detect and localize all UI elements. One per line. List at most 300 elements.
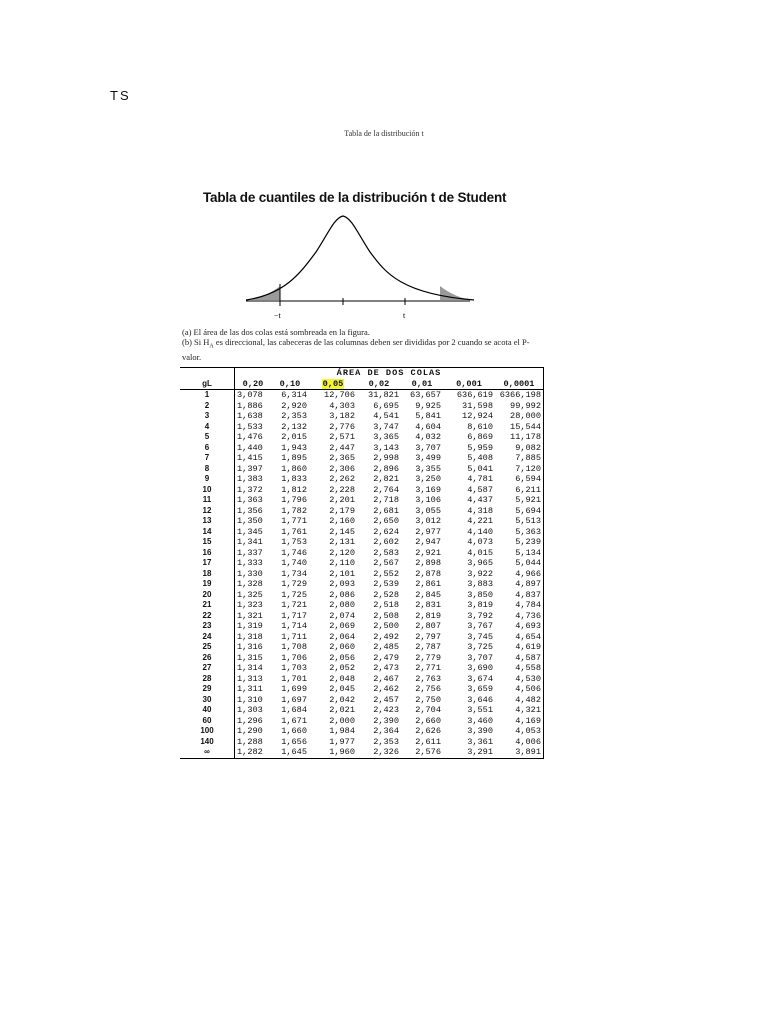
degrees-of-freedom: 25 — [180, 642, 235, 653]
quantile-cell: 5,041 — [467, 463, 493, 474]
quantile-cell: 3,891 — [495, 747, 544, 758]
quantile-cell: 2,776 — [329, 421, 355, 432]
degrees-of-freedom: 100 — [180, 726, 235, 737]
table-row — [180, 474, 544, 485]
quantile-cell: 1,943 — [281, 442, 307, 453]
quantile-cell: 3,143 — [373, 442, 399, 453]
page-title: Tabla de cuantiles de la distribución t de Student — [203, 190, 507, 205]
degrees-of-freedom: 14 — [180, 527, 235, 538]
quantile-cell: 4,437 — [467, 495, 493, 505]
table-row — [180, 695, 544, 706]
quantile-cell: 2,528 — [373, 589, 399, 600]
quantile-cell: 1,886 — [237, 400, 263, 411]
quantile-cell: 2,473 — [373, 663, 399, 673]
quantile-cell: 1,321 — [237, 610, 263, 621]
notes — [182, 327, 542, 362]
degrees-of-freedom: 8 — [180, 464, 235, 475]
quantile-cell: 2,583 — [373, 547, 399, 558]
quantile-cell: 1,753 — [281, 537, 307, 547]
table-row — [180, 453, 544, 464]
quantile-cell: 3,792 — [467, 610, 493, 621]
quantile-cell: 2,797 — [415, 631, 441, 642]
quantile-cell: 5,408 — [467, 453, 493, 463]
quantile-cell: 12,924 — [462, 411, 493, 421]
quantile-cell: 2,042 — [329, 694, 355, 705]
quantile-cell: 2,998 — [373, 453, 399, 463]
quantile-cell: 1,708 — [281, 642, 307, 652]
quantile-cell: 2,201 — [329, 495, 355, 505]
quantile-cell: 2,779 — [415, 652, 441, 663]
quantile-cell: 4,558 — [495, 663, 544, 674]
quantile-cell: 2,228 — [329, 484, 355, 495]
quantile-cell: 6366,198 — [495, 390, 544, 401]
quantile-cell: 1,315 — [237, 652, 263, 663]
table-row — [180, 495, 544, 506]
quantile-cell: 2,467 — [373, 673, 399, 684]
quantile-cell: 5,921 — [495, 495, 544, 506]
quantile-cell: 1,833 — [281, 474, 307, 484]
quantile-cell: 1,415 — [237, 453, 263, 463]
quantile-cell: 2,756 — [415, 684, 441, 694]
table-row — [180, 443, 544, 454]
quantile-cell: 2,896 — [373, 463, 399, 474]
degrees-of-freedom: 1 — [180, 390, 235, 401]
quantile-cell: 2,771 — [415, 663, 441, 673]
quantile-cell: 1,533 — [237, 421, 263, 432]
table-row — [180, 527, 544, 538]
degrees-of-freedom: 29 — [180, 684, 235, 695]
column-header-4: 0,01 — [401, 379, 443, 390]
quantile-cell: 3,012 — [415, 516, 441, 526]
highlighted-alpha: 0,05 — [322, 378, 344, 389]
quantile-cell: 3,659 — [467, 684, 493, 694]
quantile-cell: 2,650 — [373, 516, 399, 526]
quantile-cell: 636,619 — [456, 390, 493, 400]
quantile-cell: 1,310 — [237, 694, 263, 705]
quantile-cell: 2,179 — [329, 505, 355, 516]
quantile-cell: 2,462 — [373, 684, 399, 694]
quantile-cell: 2,819 — [415, 610, 441, 621]
quantile-cell: 3,819 — [467, 600, 493, 610]
table-row — [180, 548, 544, 559]
quantile-cell: 2,080 — [329, 600, 355, 610]
quantile-cell: 31,598 — [462, 400, 493, 411]
quantile-cell: 4,006 — [495, 737, 544, 748]
quantile-cell: 2,000 — [329, 715, 355, 726]
quantile-cell: 2,390 — [373, 715, 399, 726]
quantile-cell: 1,645 — [271, 747, 309, 758]
table-row — [180, 422, 544, 433]
quantile-cell: 3,250 — [415, 474, 441, 484]
quantile-cell: 3,674 — [467, 673, 493, 684]
quantile-cell: 2,764 — [373, 484, 399, 495]
quantile-cell: 8,610 — [467, 421, 493, 432]
quantile-cell: 3,767 — [467, 621, 493, 631]
table-row — [180, 590, 544, 601]
quantile-cell: 1,313 — [237, 673, 263, 684]
table-row — [180, 737, 544, 748]
quantile-cell: 3,291 — [443, 747, 495, 758]
quantile-cell: 3,355 — [415, 463, 441, 474]
quantile-cell: 3,690 — [467, 663, 493, 673]
quantile-cell: 4,736 — [495, 611, 544, 622]
quantile-cell: 3,055 — [415, 505, 441, 516]
quantile-cell: 1,717 — [281, 610, 307, 621]
quantile-cell: 1,977 — [329, 736, 355, 747]
table-column-header-row — [180, 379, 544, 390]
quantile-cell: 4,654 — [495, 632, 544, 643]
quantile-cell: 1,699 — [281, 684, 307, 694]
quantile-cell: 2,160 — [329, 516, 355, 526]
quantile-cell: 2,845 — [415, 589, 441, 600]
degrees-of-freedom: 19 — [180, 579, 235, 590]
table-row — [180, 411, 544, 422]
quantile-cell: 2,831 — [415, 600, 441, 610]
quantile-cell: 4,966 — [495, 569, 544, 580]
degrees-of-freedom: 17 — [180, 558, 235, 569]
quantile-cell: 1,476 — [237, 432, 263, 442]
table-row — [180, 579, 544, 590]
table-row — [180, 716, 544, 727]
column-header-1: 0,10 — [271, 379, 309, 390]
quantile-cell: 1,397 — [237, 463, 263, 474]
quantile-cell: 1,960 — [309, 747, 357, 758]
degrees-of-freedom: 2 — [180, 401, 235, 412]
quantile-cell: 5,959 — [467, 442, 493, 453]
quantile-cell: 1,303 — [237, 705, 263, 715]
quantile-cell: 4,073 — [467, 537, 493, 547]
quantile-cell: 2,571 — [329, 432, 355, 442]
degrees-of-freedom: 6 — [180, 443, 235, 454]
quantile-cell: 1,771 — [281, 516, 307, 526]
quantile-cell: 2,518 — [373, 600, 399, 610]
quantile-cell: 4,604 — [415, 421, 441, 432]
quantile-cell: 2,423 — [373, 705, 399, 715]
quantile-cell: 3,745 — [467, 631, 493, 642]
degrees-of-freedom: 15 — [180, 537, 235, 548]
quantile-cell: 2,920 — [281, 400, 307, 411]
quantile-cell: 1,714 — [281, 621, 307, 631]
degrees-of-freedom: 10 — [180, 485, 235, 496]
quantile-cell: 3,883 — [467, 579, 493, 589]
quantile-cell: 2,821 — [373, 474, 399, 484]
two-tail-area-header: ÁREA DE DOS COLAS — [235, 368, 544, 379]
quantile-cell: 2,508 — [373, 610, 399, 621]
quantile-cell: 1,782 — [281, 505, 307, 516]
table-row — [180, 684, 544, 695]
degrees-of-freedom: 16 — [180, 548, 235, 559]
quantile-cell: 1,746 — [281, 547, 307, 558]
table-row — [180, 621, 544, 632]
column-header-2 — [309, 379, 357, 390]
quantile-cell: 11,178 — [495, 432, 544, 443]
quantile-cell: 4,318 — [467, 505, 493, 516]
quantile-cell: 4,587 — [467, 484, 493, 495]
quantile-cell: 3,965 — [467, 558, 493, 568]
quantile-cell: 1,333 — [237, 558, 263, 568]
table-row — [180, 611, 544, 622]
quantile-cell: 4,897 — [495, 579, 544, 590]
degrees-of-freedom: 22 — [180, 611, 235, 622]
quantile-cell: 15,544 — [495, 422, 544, 433]
table-row — [180, 674, 544, 685]
quantile-cell: 4,784 — [495, 600, 544, 611]
quantile-cell: 3,361 — [467, 736, 493, 747]
table-row — [180, 653, 544, 664]
quantile-cell: 3,646 — [467, 694, 493, 705]
table-row — [180, 506, 544, 517]
quantile-cell: 2,457 — [373, 694, 399, 705]
quantile-cell: 2,552 — [373, 568, 399, 579]
quantile-cell: 2,093 — [329, 579, 355, 589]
corner-label: TS — [110, 88, 131, 103]
quantile-cell: 2,052 — [329, 663, 355, 673]
quantile-cell: 5,694 — [495, 506, 544, 517]
quantile-cell: 9,925 — [415, 400, 441, 411]
quantile-cell: 3,707 — [415, 442, 441, 453]
quantile-cell: 2,074 — [329, 610, 355, 621]
column-header-6: 0,0001 — [495, 379, 544, 390]
degrees-of-freedom: 60 — [180, 716, 235, 727]
quantile-cell: 4,482 — [495, 695, 544, 706]
quantile-cell: 2,492 — [373, 631, 399, 642]
degrees-of-freedom: 4 — [180, 422, 235, 433]
quantile-cell: 1,697 — [281, 694, 307, 705]
quantile-cell: 2,479 — [373, 652, 399, 663]
quantile-cell: 5,363 — [495, 527, 544, 538]
quantile-cell: 3,551 — [467, 705, 493, 715]
quantile-cell: 2,977 — [415, 526, 441, 537]
quantile-cell: 2,145 — [329, 526, 355, 537]
quantile-cell: 4,587 — [495, 653, 544, 664]
quantile-cell: 1,325 — [237, 589, 263, 600]
quantile-cell: 1,671 — [281, 715, 307, 726]
quantile-cell: 2,060 — [329, 642, 355, 652]
table-row — [180, 663, 544, 674]
table-row — [180, 401, 544, 412]
t-quantile-table — [180, 367, 544, 759]
quantile-cell: 2,947 — [415, 537, 441, 547]
quantile-cell: 4,221 — [467, 516, 493, 526]
quantile-cell: 2,120 — [329, 547, 355, 558]
note-b: (b) Si $H_A$ es direccional, las cabeceras de las columnas deben ser divididas por 2 cuando se acota el P-valor. — [182, 337, 530, 362]
quantile-cell: 3,707 — [467, 652, 493, 663]
quantile-cell: 2,539 — [373, 579, 399, 589]
table-row — [180, 558, 544, 569]
quantile-cell: 1,656 — [281, 736, 307, 747]
table-row — [180, 642, 544, 653]
quantile-cell: 1,372 — [237, 484, 263, 495]
quantile-cell: 2,069 — [329, 621, 355, 631]
quantile-cell: 1,319 — [237, 621, 263, 631]
quantile-cell: 1,314 — [237, 663, 263, 673]
quantile-cell: 1,638 — [237, 411, 263, 421]
quantile-cell: 2,567 — [373, 558, 399, 568]
quantile-cell: 2,015 — [281, 432, 307, 442]
quantile-cell: 2,086 — [329, 589, 355, 600]
table-row — [180, 600, 544, 611]
quantile-cell: 7,120 — [495, 464, 544, 475]
table-row — [180, 705, 544, 716]
quantile-cell: 3,499 — [415, 453, 441, 463]
quantile-cell: 1,440 — [237, 442, 263, 453]
quantile-cell: 2,660 — [415, 715, 441, 726]
right-cut-label: t — [403, 311, 406, 320]
quantile-cell: 1,761 — [281, 526, 307, 537]
quantile-cell: 1,363 — [237, 495, 263, 505]
quantile-cell: 1,356 — [237, 505, 263, 516]
quantile-cell: 4,530 — [495, 674, 544, 685]
quantile-cell: 1,330 — [237, 568, 263, 579]
quantile-cell: 3,747 — [373, 421, 399, 432]
quantile-cell: 4,619 — [495, 642, 544, 653]
quantile-cell: 1,318 — [237, 631, 263, 642]
quantile-cell: 1,341 — [237, 537, 263, 547]
degrees-of-freedom: 5 — [180, 432, 235, 443]
quantile-cell: 1,701 — [281, 673, 307, 684]
quantile-cell: 1,316 — [237, 642, 263, 652]
degrees-of-freedom: 140 — [180, 737, 235, 748]
degrees-of-freedom: 24 — [180, 632, 235, 643]
quantile-cell: 2,898 — [415, 558, 441, 568]
quantile-cell: 1,288 — [237, 736, 263, 747]
table-row — [180, 569, 544, 580]
quantile-cell: 2,306 — [329, 463, 355, 474]
quantile-cell: 1,725 — [281, 589, 307, 600]
quantile-cell: 28,000 — [495, 411, 544, 422]
quantile-cell: 2,681 — [373, 505, 399, 516]
quantile-cell: 63,657 — [410, 390, 441, 400]
degrees-of-freedom: 13 — [180, 516, 235, 527]
quantile-cell: 2,921 — [415, 547, 441, 558]
quantile-cell: 3,850 — [467, 589, 493, 600]
degrees-of-freedom: 20 — [180, 590, 235, 601]
quantile-cell: 2,861 — [415, 579, 441, 589]
quantile-cell: 1,328 — [237, 579, 263, 589]
quantile-cell: 1,721 — [281, 600, 307, 610]
quantile-cell: 4,303 — [329, 400, 355, 411]
quantile-cell: 2,262 — [329, 474, 355, 484]
quantile-cell: 1,895 — [281, 453, 307, 463]
quantile-cell: 5,239 — [495, 537, 544, 548]
quantile-cell: 2,045 — [329, 684, 355, 694]
degrees-of-freedom: 21 — [180, 600, 235, 611]
quantile-cell: 2,326 — [357, 747, 401, 758]
quantile-cell: 2,056 — [329, 652, 355, 663]
quantile-cell: 2,131 — [329, 537, 355, 547]
degrees-of-freedom: 11 — [180, 495, 235, 506]
quantile-cell: 1,323 — [237, 600, 263, 610]
quantile-cell: 5,513 — [495, 516, 544, 527]
quantile-cell: 1,684 — [281, 705, 307, 715]
quantile-cell: 2,500 — [373, 621, 399, 631]
quantile-cell: 3,365 — [373, 432, 399, 442]
quantile-cell: 2,576 — [401, 747, 443, 758]
quantile-cell: 2,365 — [329, 453, 355, 463]
quantile-cell: 2,364 — [373, 726, 399, 736]
quantile-cell: 6,211 — [495, 485, 544, 496]
quantile-cell: 12,706 — [324, 390, 355, 400]
quantile-cell: 4,321 — [495, 705, 544, 716]
degrees-of-freedom: 18 — [180, 569, 235, 580]
quantile-cell: 3,182 — [329, 411, 355, 421]
quantile-cell: 4,781 — [467, 474, 493, 484]
quantile-cell: 4,015 — [467, 547, 493, 558]
quantile-cell: 4,032 — [415, 432, 441, 442]
table-row — [180, 432, 544, 443]
quantile-cell: 2,750 — [415, 694, 441, 705]
column-header-3: 0,02 — [357, 379, 401, 390]
column-header-0: 0,20 — [235, 379, 272, 390]
quantile-cell: 5,841 — [415, 411, 441, 421]
quantile-cell: 1,350 — [237, 516, 263, 526]
quantile-cell: 1,984 — [329, 726, 355, 736]
quantile-cell: 2,787 — [415, 642, 441, 652]
t-distribution-figure — [246, 214, 474, 324]
quantile-cell: 2,602 — [373, 537, 399, 547]
quantile-cell: 3,460 — [467, 715, 493, 726]
quantile-cell: 2,132 — [281, 421, 307, 432]
quantile-cell: 1,796 — [281, 495, 307, 505]
quantile-cell: 3,169 — [415, 484, 441, 495]
quantile-cell: 1,311 — [237, 684, 263, 694]
gl-header: gL — [180, 379, 235, 390]
degrees-of-freedom: 27 — [180, 663, 235, 674]
quantile-cell: 1,282 — [235, 747, 272, 758]
degrees-of-freedom: 3 — [180, 411, 235, 422]
degrees-of-freedom: 12 — [180, 506, 235, 517]
quantile-cell: 4,693 — [495, 621, 544, 632]
quantile-cell: 1,706 — [281, 652, 307, 663]
quantile-cell: 1,734 — [281, 568, 307, 579]
quantile-cell: 99,992 — [495, 401, 544, 412]
quantile-cell: 2,048 — [329, 673, 355, 684]
note-a: (a) El área de las dos colas está sombreada en la figura. — [182, 327, 370, 337]
quantile-cell: 1,296 — [237, 715, 263, 726]
quantile-cell: 1,740 — [281, 558, 307, 568]
quantile-cell: 3,106 — [415, 495, 441, 505]
quantile-cell: 2,763 — [415, 673, 441, 684]
quantile-cell: 6,695 — [373, 400, 399, 411]
left-tail-shade — [246, 286, 280, 300]
table-row — [180, 390, 544, 401]
quantile-cell: 2,878 — [415, 568, 441, 579]
degrees-of-freedom: 28 — [180, 674, 235, 685]
table-row — [180, 464, 544, 475]
left-cut-label: −t — [274, 311, 281, 320]
quantile-cell: 7,885 — [495, 453, 544, 464]
column-header-5: 0,001 — [443, 379, 495, 390]
page-header-small: Tabla de la distribución t — [344, 129, 424, 138]
quantile-cell: 2,485 — [373, 642, 399, 652]
quantile-cell: 2,611 — [415, 736, 441, 747]
quantile-cell: 2,704 — [415, 705, 441, 715]
table-header-span-row — [180, 368, 544, 379]
table-row — [180, 726, 544, 737]
degrees-of-freedom: 9 — [180, 474, 235, 485]
table-row — [180, 747, 544, 758]
quantile-cell: 1,660 — [281, 726, 307, 736]
quantile-cell: 1,860 — [281, 463, 307, 474]
quantile-cell: 2,064 — [329, 631, 355, 642]
table-row — [180, 485, 544, 496]
quantile-cell: 2,021 — [329, 705, 355, 715]
quantile-cell: 2,110 — [329, 558, 355, 568]
degrees-of-freedom: 30 — [180, 695, 235, 706]
quantile-cell: 1,345 — [237, 526, 263, 537]
quantile-cell: 4,053 — [495, 726, 544, 737]
table-row — [180, 537, 544, 548]
